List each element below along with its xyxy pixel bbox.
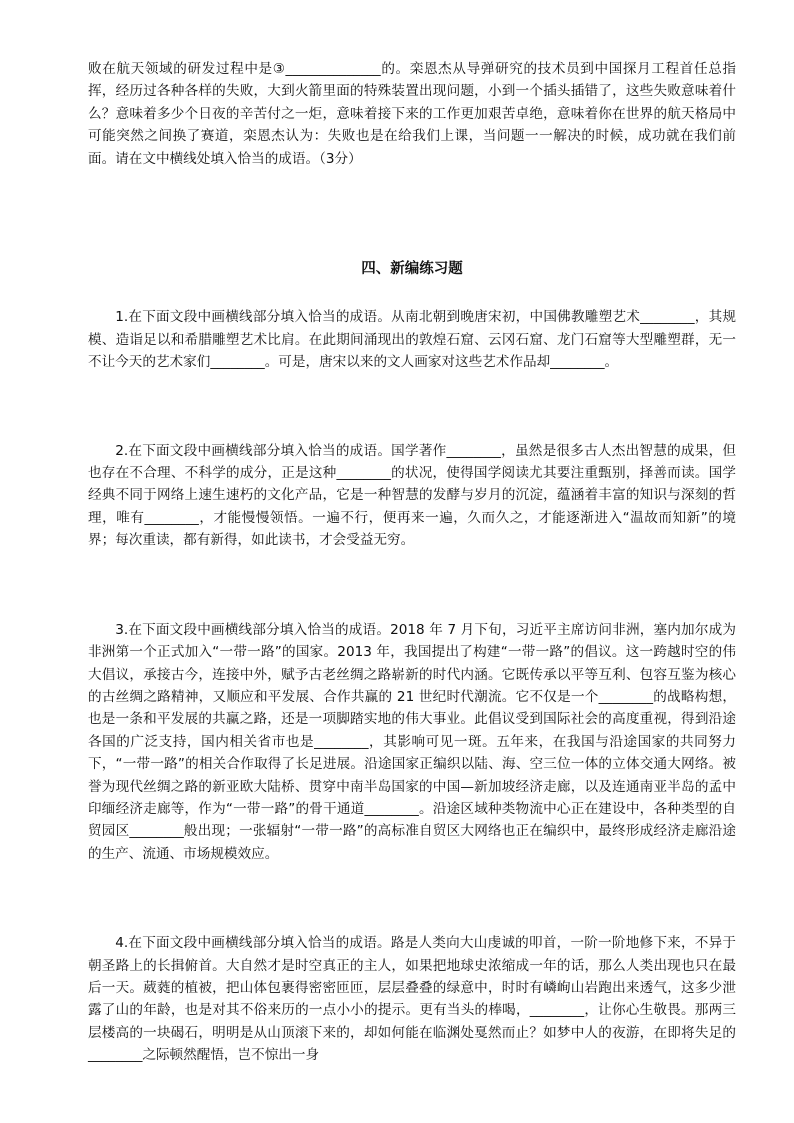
question-2: 2.在下面文段中画横线部分填入恰当的成语。国学著作________，虽然是很多古人杰出智慧的成果，但也存在不合理、不科学的成分，正是这种________的状况，使得国学阅读尤其要注重甄别，择善而读。国学经典不同于网络上速生速朽的文化产品，它是一种智慧的发酵与岁月的沉淀，蕴涵着丰富的知识与深刻的哲理，唯有________，才能慢慢领悟。一遍不行，便再来一遍，久而久之，才能逐渐进入“温故而知新”的境界；每次重读，都有新得，如此读书，才会受益无穷。 [88, 442, 736, 549]
question-1: 1.在下面文段中画横线部分填入恰当的成语。从南北朝到晚唐宋初，中国佛教雕塑艺术________，其规模、造诣足以和希腊雕塑艺术比肩。在此期间涌现出的敦煌石窟、云冈石窟、龙门石窟等大型雕塑群，无一不让今天的艺术家们________。可是，唐宋以来的文人画家对这些艺术作品却________。 [88, 309, 736, 371]
intro-paragraph: 败在航天领域的研发过程中是③______________的。栾恩杰从导弹研究的技术员到中国探月工程首任总指挥，经历过各种各样的失败，大到火箭里面的特殊装置出现问题，小到一个插头插错了，这些失败意味着什么？意味着多少个日夜的辛苦付之一炬，意味着接下来的工作更加艰苦卓绝，意味着你在世界的航天格局中可能突然之间换了赛道，栾恩杰认为：失败也是在给我们上课，当问题一一解决的时候，成功就在我们前面。请在文中横线处填入恰当的成语。（3分） [88, 61, 736, 167]
question-3: 3.在下面文段中画横线部分填入恰当的成语。2018 年 7 月下旬，习近平主席访问非洲，塞内加尔成为非洲第一个正式加入“一带一路”的国家。2013 年，我国提出了构建“一带一路”的倡议。这一跨越时空的伟大倡议，承接古今，连接中外，赋予古老丝绸之路崭新的时代内涵。它既传承以平等互利、包容互鉴为核心的古丝绸之路精神，又顺应和平发展、合作共赢的 21 世纪时代潮流。它不仅是一个________的战略构想，也是一条和平发展的共赢之路，还是一项脚踏实地的伟大事业。此倡议受到国际社会的高度重视，得到沿途各国的广泛支持，国内相关省市也是________，其影响可见一斑。五年来，在我国与沿途国家的共同努力下，“一带一路”的相关合作取得了长足进展。沿途国家正编织以陆、海、空三位一体的立体交通大网络。被誉为现代丝绸之路的新亚欧大陆桥、贯穿中南半岛国家的中国—新加坡经济走廊，以及连通南亚半岛的孟中印缅经济走廊等，作为“一带一路”的骨干通道________。沿途区域种类物流中心正在建设中，各种类型的自贸园区________般出现；一张辐射“一带一路”的高标准自贸区大网络也正在编织中，最终形成经济走廊沿途的生产、流通、市场规模效应。 [88, 621, 736, 862]
question-4: 4.在下面文段中画横线部分填入恰当的成语。路是人类向大山虔诚的叩首，一阶一阶地修下来，不异于朝圣路上的长揖俯首。大自然才是时空真正的主人，如果把地球史浓缩成一年的话，那么人类出现也只在最后一天。葳蕤的植被，把山体包裹得密密匝匝，层层叠叠的绿意中，时时有嶙峋山岩跑出来透气，这多少泄露了山的年龄，也是对其不俗来历的一点小小的提示。更有当头的棒喝，________，让你心生敬畏。那两三层楼高的一块碣石，明明是从山顶滚下来的，却如何能在临渊处戛然而止？如梦中人的夜游，在即将失足的________之际顿然醒悟，岂不惊出一身 [88, 935, 736, 1064]
section-title: 四、新编练习题 [361, 261, 463, 278]
